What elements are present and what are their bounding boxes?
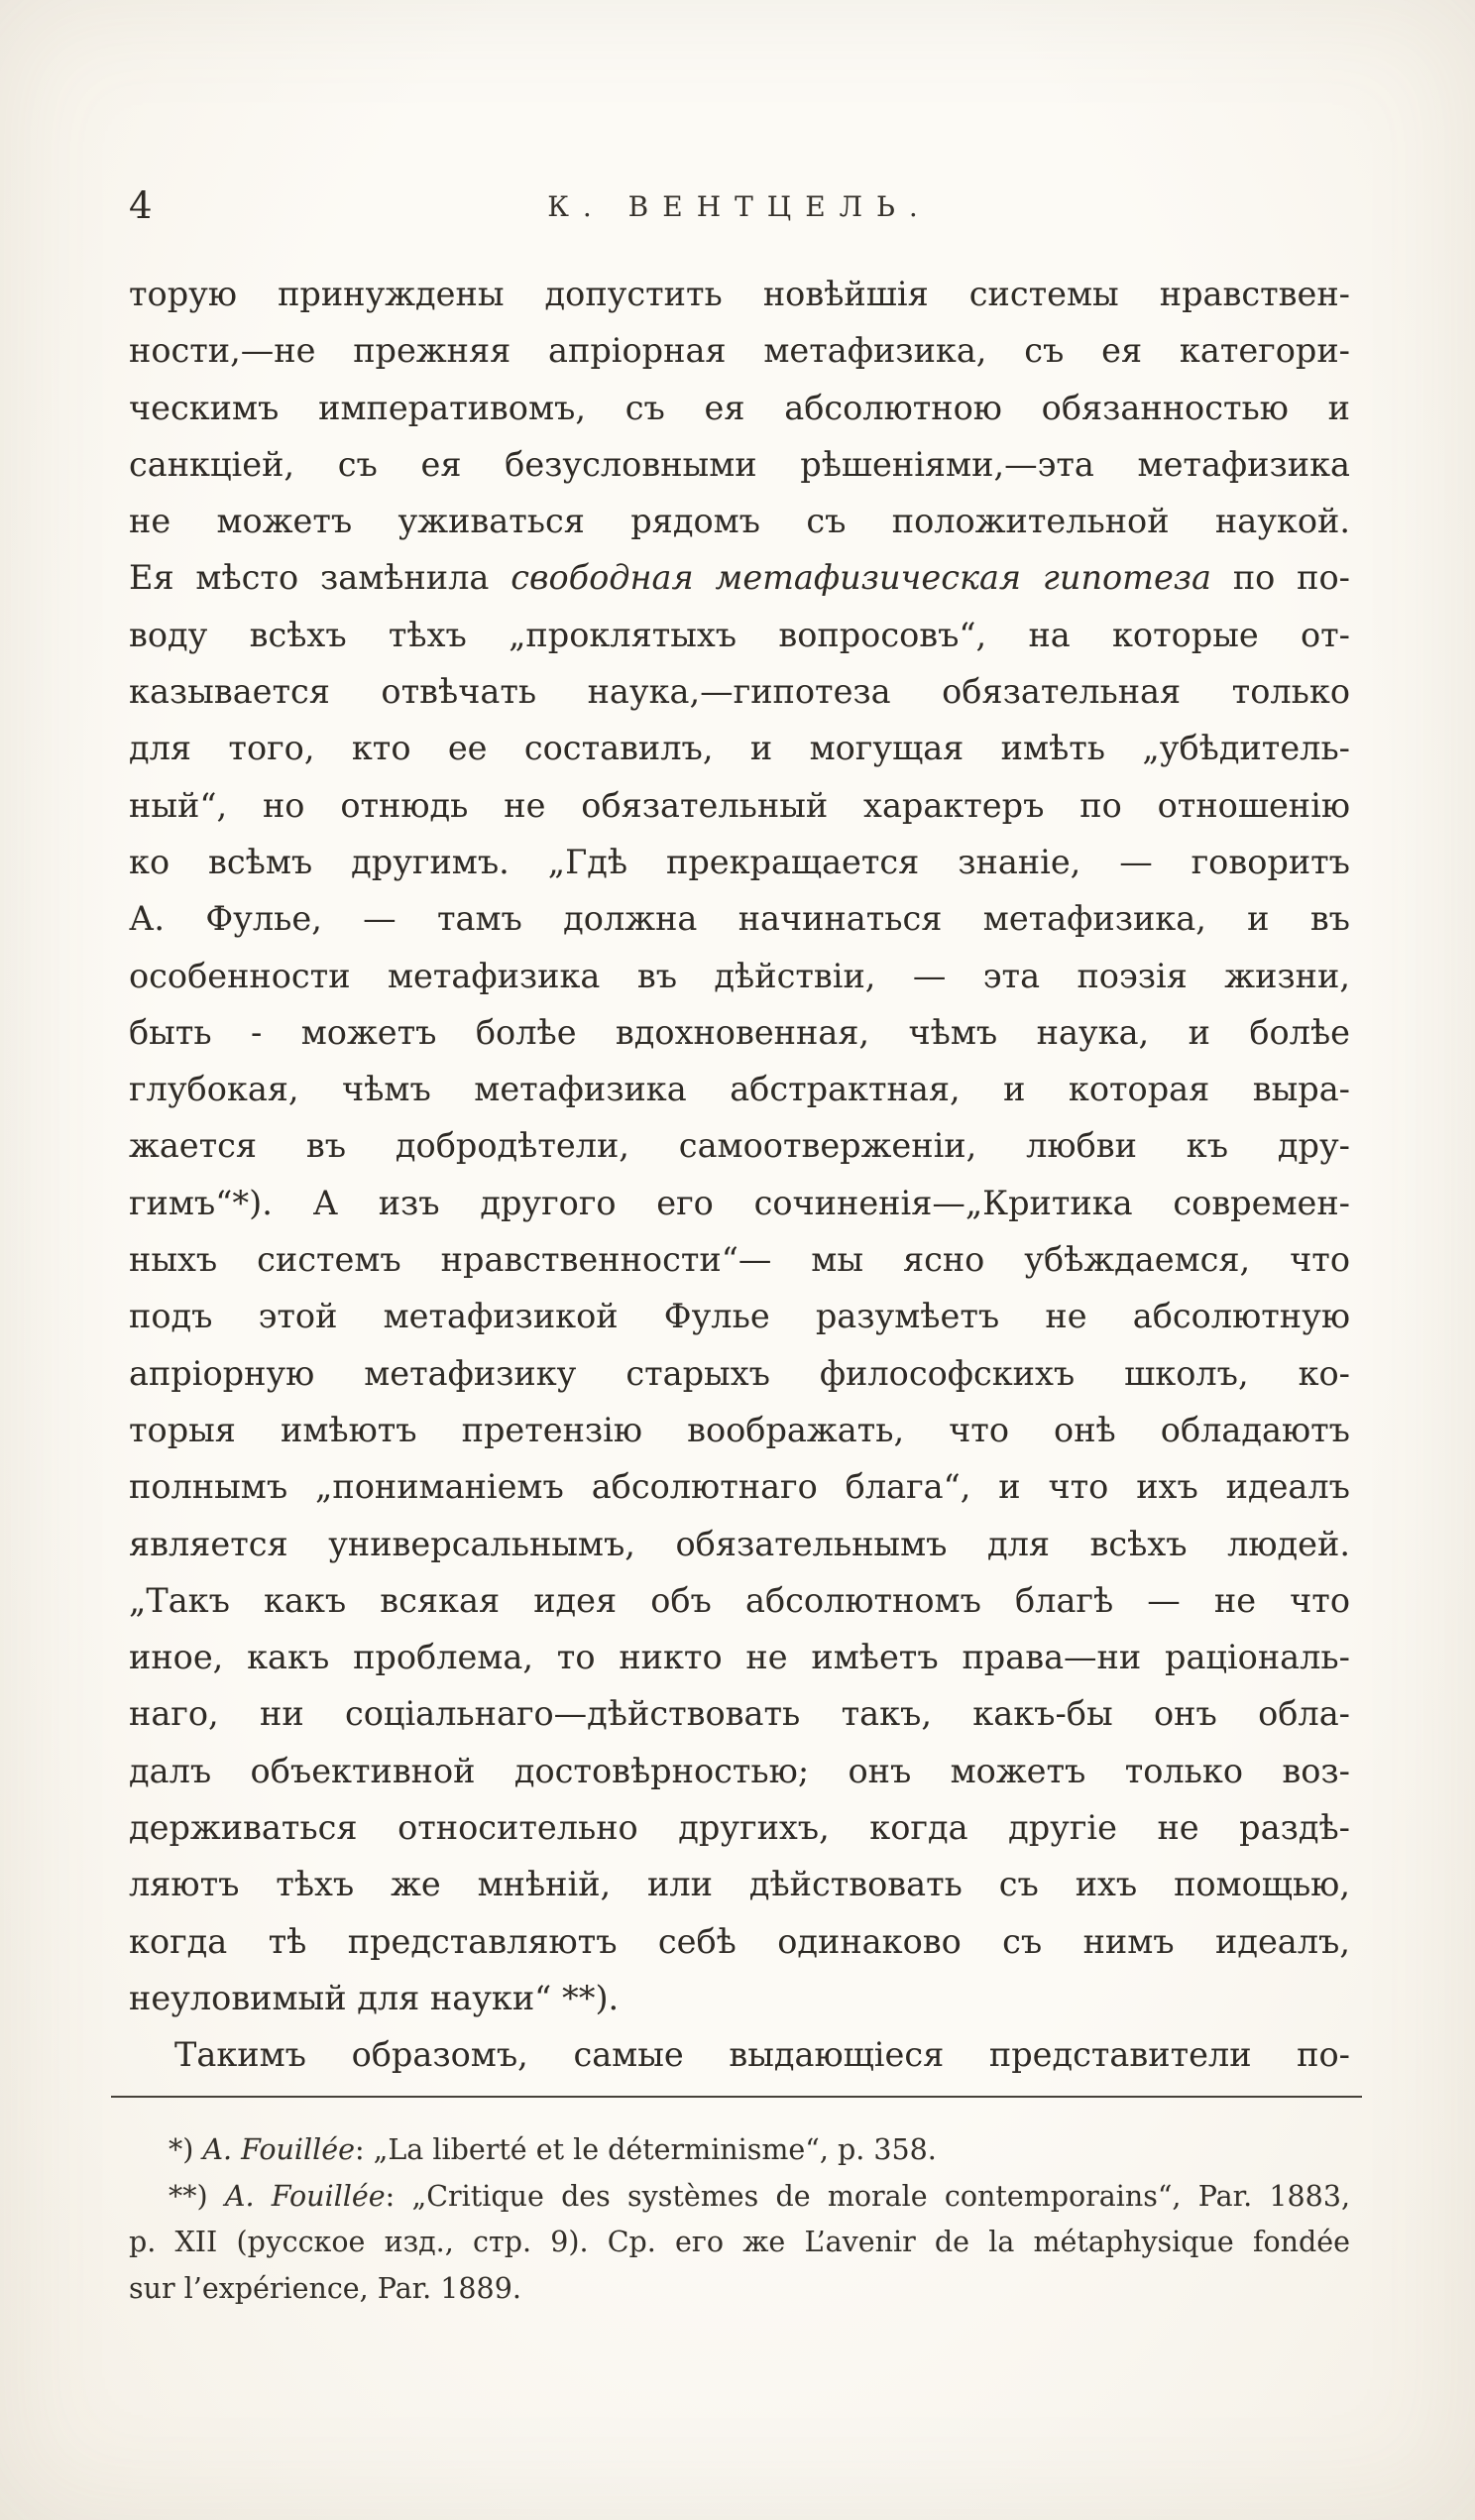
text-segment: наго, ни соціальнаго—дѣйствовать такъ, какъ-бы онъ обла- [129, 1694, 1350, 1734]
text-segment: **) [169, 2179, 225, 2213]
text-segment: ко всѣмъ другимъ. „Гдѣ прекращается знаніе, — говоритъ [129, 842, 1350, 881]
text-segment: торыя имѣютъ претензію воображать, что онѣ обладаютъ [129, 1410, 1350, 1449]
text-line [129, 663, 1350, 720]
text-line [129, 1288, 1350, 1344]
text-line [129, 1799, 1350, 1856]
text-segment: ческимъ императивомъ, съ ея абсолютною обязанностью и [129, 388, 1350, 427]
text-line [129, 1345, 1350, 1402]
text-segment: *) [169, 2133, 203, 2166]
text-line [129, 1743, 1350, 1799]
text-segment: sur l’expérience, Par. 1889. [129, 2271, 521, 2305]
text-segment: : „La liberté et le déterminisme“, p. 358. [354, 2133, 937, 2166]
text-line [129, 1516, 1350, 1572]
text-segment: является универсальнымъ, обязательнымъ для всѣхъ людей. [129, 1524, 1350, 1563]
text-line [129, 1970, 1350, 2026]
text-segment: А. Фулье, — тамъ должна начинаться метафизика, и въ [129, 899, 1350, 939]
text-segment: держиваться относительно другихъ, когда другіе не раздѣ- [129, 1808, 1350, 1848]
text-segment: казывается отвѣчать наука,—гипотеза обязательная только [129, 672, 1350, 712]
text-line [129, 549, 1350, 606]
text-line [129, 1572, 1350, 1629]
footnote-divider [111, 2096, 1362, 2098]
text-segment: неуловимый для науки“ **). [129, 1978, 620, 2017]
text-line [129, 380, 1350, 436]
text-line [129, 322, 1350, 379]
text-line [129, 1913, 1350, 1970]
text-segment: жается въ добродѣтели, самоотверженіи, любви къ дру- [129, 1126, 1350, 1166]
text-segment: быть - можетъ болѣе вдохновенная, чѣмъ наука, и болѣе [129, 1012, 1350, 1052]
text-line [129, 1856, 1350, 1912]
text-line [129, 607, 1350, 663]
text-line [129, 1175, 1350, 1231]
text-line [129, 720, 1350, 776]
text-line [129, 1061, 1350, 1117]
text-line [129, 1004, 1350, 1061]
italic-segment: A. Fouillée [202, 2133, 355, 2166]
text-segment: ности,—не прежняя апріорная метафизика, съ ея категори- [129, 331, 1350, 371]
italic-segment: свободная метафизическая гипотеза [511, 558, 1212, 598]
footnotes [129, 2127, 1350, 2312]
page-number: 4 [129, 184, 153, 227]
text-segment: ный“, но отнюдь не обязательный характеръ по отношенію [129, 785, 1350, 825]
running-title: К. ВЕНТЦЕЛЬ. [547, 190, 932, 223]
text-line [129, 777, 1350, 834]
text-segment: по по- [1211, 558, 1350, 598]
text-line [129, 2127, 1350, 2174]
text-line [129, 2266, 1350, 2313]
text-segment: для того, кто ее составилъ, и могущая имѣть „убѣдитель- [129, 729, 1350, 768]
text-line [129, 1117, 1350, 1174]
text-line [129, 1629, 1350, 1685]
text-segment: не можетъ уживаться рядомъ съ положительной наукой. [129, 502, 1350, 541]
text-line [129, 1231, 1350, 1288]
text-segment: когда тѣ представляютъ себѣ одинаково съ нимъ идеалъ, [129, 1921, 1350, 1961]
text-line [129, 2026, 1350, 2083]
text-line [129, 1402, 1350, 1458]
text-line [129, 890, 1350, 947]
text-segment: иное, какъ проблема, то никто не имѣетъ права—ни раціональ- [129, 1638, 1350, 1677]
text-line [129, 1685, 1350, 1742]
text-segment: гимъ“*). А изъ другого его сочиненія—„Критика современ- [129, 1183, 1350, 1222]
text-segment: торую принуждены допустить новѣйшія системы нравствен- [129, 275, 1350, 313]
text-line [129, 266, 1350, 322]
text-segment: Такимъ образомъ, самые выдающіеся представители по- [174, 2035, 1350, 2075]
text-segment: p. XII (русское изд., стр. 9). Ср. его же L’avenir de la métaphysique fondée [129, 2226, 1350, 2258]
text-segment: санкціей, съ ея безусловными рѣшеніями,—эта метафизика [129, 444, 1350, 484]
italic-segment: A. Fouillée [224, 2179, 386, 2213]
text-segment: : „Critique des systèmes de morale contemporains“, Par. 1883, [385, 2179, 1351, 2213]
text-segment: полнымъ „пониманіемъ абсолютнаго блага“, и что ихъ идеалъ [129, 1467, 1350, 1507]
body-text [129, 266, 1350, 2084]
text-line [129, 436, 1350, 493]
text-segment: Ея мѣсто замѣнила [129, 558, 511, 598]
text-segment: особенности метафизика въ дѣйствіи, — эта поэзія жизни, [129, 956, 1350, 995]
text-segment: далъ объективной достовѣрностью; онъ можетъ только воз- [129, 1751, 1350, 1790]
text-line [129, 2220, 1350, 2266]
text-line [129, 948, 1350, 1004]
text-line [129, 1458, 1350, 1515]
text-segment: подъ этой метафизикой Фулье разумѣетъ не абсолютную [129, 1297, 1350, 1336]
page-header [129, 180, 1350, 228]
text-line [129, 493, 1350, 549]
text-segment: глубокая, чѣмъ метафизика абстрактная, и которая выра- [129, 1070, 1350, 1109]
text-segment: апріорную метафизику старыхъ философскихъ школъ, ко- [129, 1353, 1350, 1393]
text-line [129, 834, 1350, 890]
text-segment: воду всѣхъ тѣхъ „проклятыхъ вопросовъ“, на которые от- [129, 615, 1350, 654]
text-segment: „Такъ какъ всякая идея объ абсолютномъ благѣ — не что [129, 1580, 1350, 1620]
text-segment: ляютъ тѣхъ же мнѣній, или дѣйствовать съ ихъ помощью, [129, 1865, 1350, 1904]
text-line [129, 2174, 1350, 2221]
text-segment: ныхъ системъ нравственности“— мы ясно убѣждаемся, что [129, 1240, 1350, 1280]
